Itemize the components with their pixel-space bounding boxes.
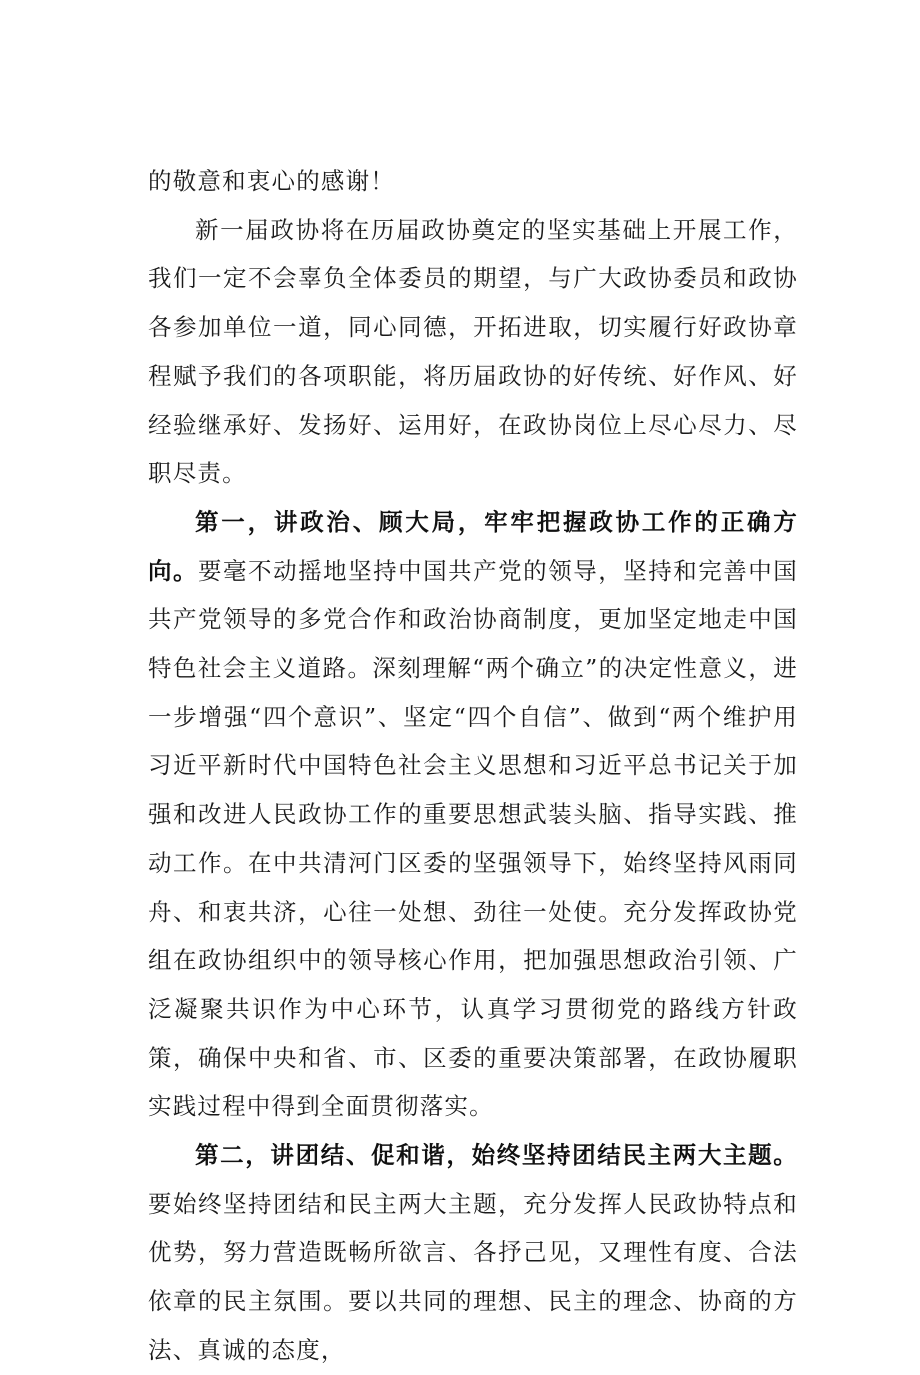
paragraph-4 xyxy=(148,1131,798,1375)
paragraph-1-text: 的敬意和衷心的感谢！ xyxy=(148,167,395,195)
paragraph-1 xyxy=(148,157,798,206)
paragraph-4-text: 要始终坚持团结和民主两大主题，充分发挥人民政协特点和优势，努力营造既畅所欲言、各抒己见，又理性有度、合法依章的民主氛围。要以共同的理想、民主的理念、协商的方法、真诚的态度， xyxy=(148,1189,798,1364)
paragraph-3 xyxy=(148,498,798,1131)
paragraph-2-text: 新一届政协将在历届政协奠定的坚实基础上开展工作，我们一定不会辜负全体委员的期望，与广大政协委员和政协各参加单位一道，同心同德，开拓进取，切实履行好政协章程赋予我们的各项职能，将历届政协的好传统、好作风、好经验继承好、发扬好、运用好，在政协岗位上尽心尽力、尽职尽责。 xyxy=(148,215,798,488)
document-page xyxy=(148,157,798,1375)
paragraph-2 xyxy=(148,206,798,498)
paragraph-3-text: 要毫不动摇地坚持中国共产党的领导，坚持和完善中国共产党领导的多党合作和政治协商制度，更加坚定地走中国特色社会主义道路。深刻理解“两个确立”的决定性意义，进一步增强“四个意识”、坚定“四个自信”、做到“两个维护用习近平新时代中国特色社会主义思想和习近平总书记关于加强和改进人民政协工作的重要思想武装头脑、指导实践、推动工作。在中共清河门区委的坚强领导下，始终坚持风雨同舟、和衷共济，心往一处想、劲往一处使。充分发挥政协党组在政协组织中的领导核心作用，把加强思想政治引领、广泛凝聚共识作为中心环节，认真学习贯彻党的路线方针政策，确保中央和省、市、区委的重要决策部署，在政协履职实践过程中得到全面贯彻落实。 xyxy=(148,556,798,1121)
paragraph-3-lead: 第一，讲政治、顾大局，牢牢把握政协工作的正确方向。 xyxy=(148,507,798,585)
paragraph-4-lead: 第二，讲团结、促和谐，始终坚持团结民主两大主题。 xyxy=(195,1141,798,1170)
